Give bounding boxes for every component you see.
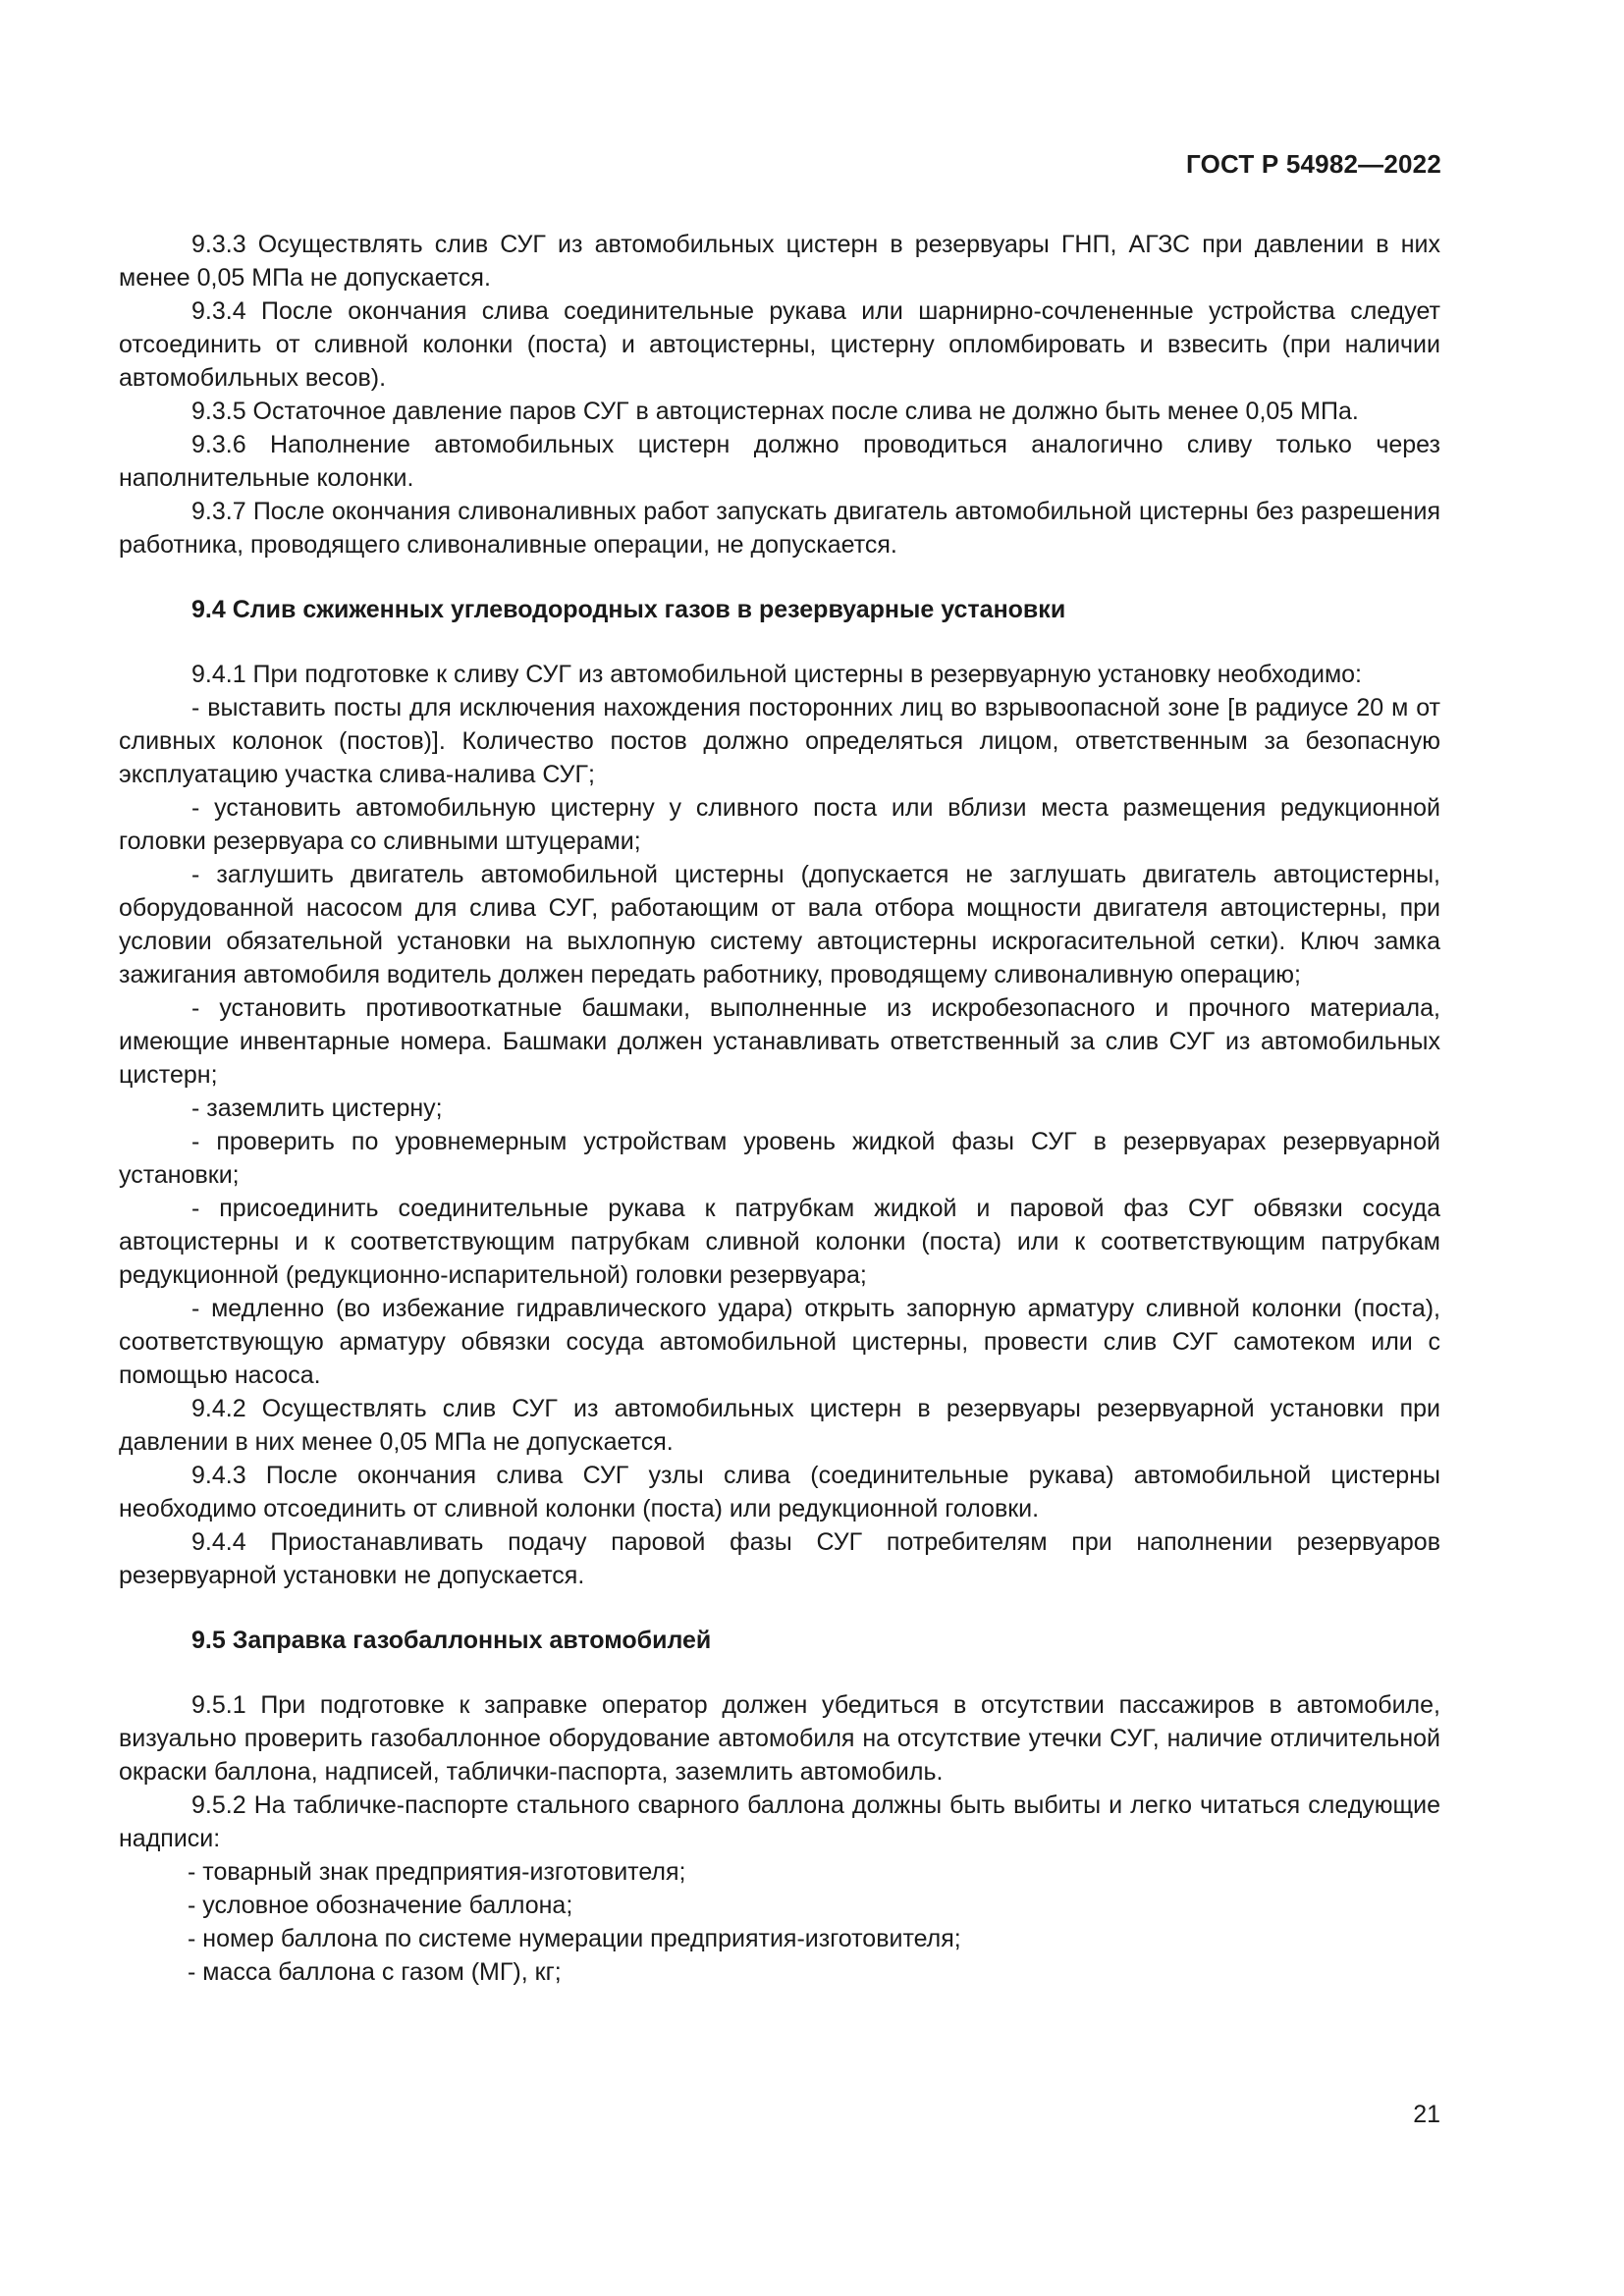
list-item-9-4-1-e: - заземлить цистерну; xyxy=(191,1095,443,1122)
paragraph-9-5-2: 9.5.2 На табличке-паспорте стального сварного баллона должны быть выбиты и легко читаться следующие надписи: xyxy=(119,1791,1440,1852)
list-item-9-4-1-c: - заглушить двигатель автомобильной цистерны (допускается не заглушать двигатель автоцистерны, оборудованной насосом для слива СУГ, работающим от вала отбора мощности двигателя автоцистерны, при условии обязательной установки на выхлопную систему автоцистерны искрогасительной сетки). Ключ замка зажигания автомобиля водитель должен передать работнику, проводящему сливоналивную операцию; xyxy=(119,861,1440,988)
paragraph-9-3-5: 9.3.5 Остаточное давление паров СУГ в автоцистернах после слива не должно быть менее 0,05 МПа. xyxy=(191,398,1359,425)
spacer xyxy=(119,626,1440,658)
paragraph-9-4-1: 9.4.1 При подготовке к сливу СУГ из автомобильной цистерны в резервуарную установку необходимо: xyxy=(191,661,1362,688)
list-9-5-2 xyxy=(119,1855,1440,1989)
spacer xyxy=(119,1657,1440,1688)
paragraph-9-3-7: 9.3.7 После окончания сливоналивных работ запускать двигатель автомобильной цистерны без разрешения работника, проводящего сливоналивные операции, не допускается. xyxy=(119,498,1440,559)
section-heading-9-4: 9.4 Слив сжиженных углеводородных газов в резервуарные установки xyxy=(191,596,1066,623)
list-item-9-4-1-g: - присоединить соединительные рукава к патрубкам жидкой и паровой фаз СУГ обвязки сосуда автоцистерны и к соответствующим патрубкам сливной колонки (поста) или к соответствующим патрубкам редукционной (редукционно-испарительной) головки резервуара; xyxy=(119,1195,1440,1289)
spacer xyxy=(119,1592,1440,1624)
paragraph-9-3-4: 9.3.4 После окончания слива соединительные рукава или шарнирно-сочлененные устройства следует отсоединить от сливной колонки (поста) и автоцистерны, цистерну опломбировать и взвесить (при наличии автомобильных весов). xyxy=(119,297,1440,392)
list-item-9-4-1-b: - установить автомобильную цистерну у сливного поста или вблизи места размещения редукционной головки резервуара со сливными штуцерами; xyxy=(119,794,1440,855)
paragraph-9-3-6: 9.3.6 Наполнение автомобильных цистерн должно проводиться аналогично сливу только через наполнительные колонки. xyxy=(119,431,1440,492)
list-item-9-4-1-f: - проверить по уровнемерным устройствам уровень жидкой фазы СУГ в резервуарах резервуарной установки; xyxy=(119,1128,1440,1189)
list-item: - товарный знак предприятия-изготовителя; xyxy=(188,1858,686,1886)
list-item-9-4-1-d: - установить противооткатные башмаки, выполненные из искробезопасного и прочного материала, имеющие инвентарные номера. Башмаки должен устанавливать ответственный за слив СУГ из автомобильных цистерн; xyxy=(119,994,1440,1089)
section-heading-9-5: 9.5 Заправка газобаллонных автомобилей xyxy=(191,1627,712,1654)
list-item: - масса баллона с газом (МГ), кг; xyxy=(188,1958,562,1986)
paragraph-9-4-2: 9.4.2 Осуществлять слив СУГ из автомобильных цистерн в резервуары резервуарной установки при давлении в них менее 0,05 МПа не допускается. xyxy=(119,1395,1440,1456)
list-item: - номер баллона по системе нумерации предприятия-изготовителя; xyxy=(188,1925,961,1952)
paragraph-9-3-3: 9.3.3 Осуществлять слив СУГ из автомобильных цистерн в резервуары ГНП, АГЗС при давлении в них менее 0,05 МПа не допускается. xyxy=(119,231,1440,292)
paragraph-9-5-1: 9.5.1 При подготовке к заправке оператор должен убедиться в отсутствии пассажиров в автомобиле, визуально проверить газобаллонное оборудование автомобиля на отсутствие утечки СУГ, наличие отличительной окраски баллона, надписей, таблички-паспорта, заземлить автомобиль. xyxy=(119,1691,1440,1786)
list-item-9-4-1-a: - выставить посты для исключения нахождения посторонних лиц во взрывоопасной зоне [в радиусе 20 м от сливных колонок (постов)]. Количество постов должно определяться лицом, ответственным за безопасную эксплуатацию участка слива-налива СУГ; xyxy=(119,694,1440,788)
document-body xyxy=(119,228,1440,1989)
paragraph-9-4-3: 9.4.3 После окончания слива СУГ узлы слива (соединительные рукава) автомобильной цистерны необходимо отсоединить от сливной колонки (поста) или редукционной головки. xyxy=(119,1462,1440,1522)
document-header-id: ГОСТ Р 54982—2022 xyxy=(1186,149,1441,179)
list-item: - условное обозначение баллона; xyxy=(188,1892,573,1919)
list-item-9-4-1-h: - медленно (во избежание гидравлического удара) открыть запорную арматуру сливной колонки (поста), соответствующую арматуру обвязки сосуда автомобильной цистерны, провести слив СУГ самотеком или с помощью насоса. xyxy=(119,1295,1440,1389)
spacer xyxy=(119,561,1440,593)
paragraph-9-4-4: 9.4.4 Приостанавливать подачу паровой фазы СУГ потребителям при наполнении резервуаров резервуарной установки не допускается. xyxy=(119,1528,1440,1589)
page-number: 21 xyxy=(1413,2101,1440,2128)
